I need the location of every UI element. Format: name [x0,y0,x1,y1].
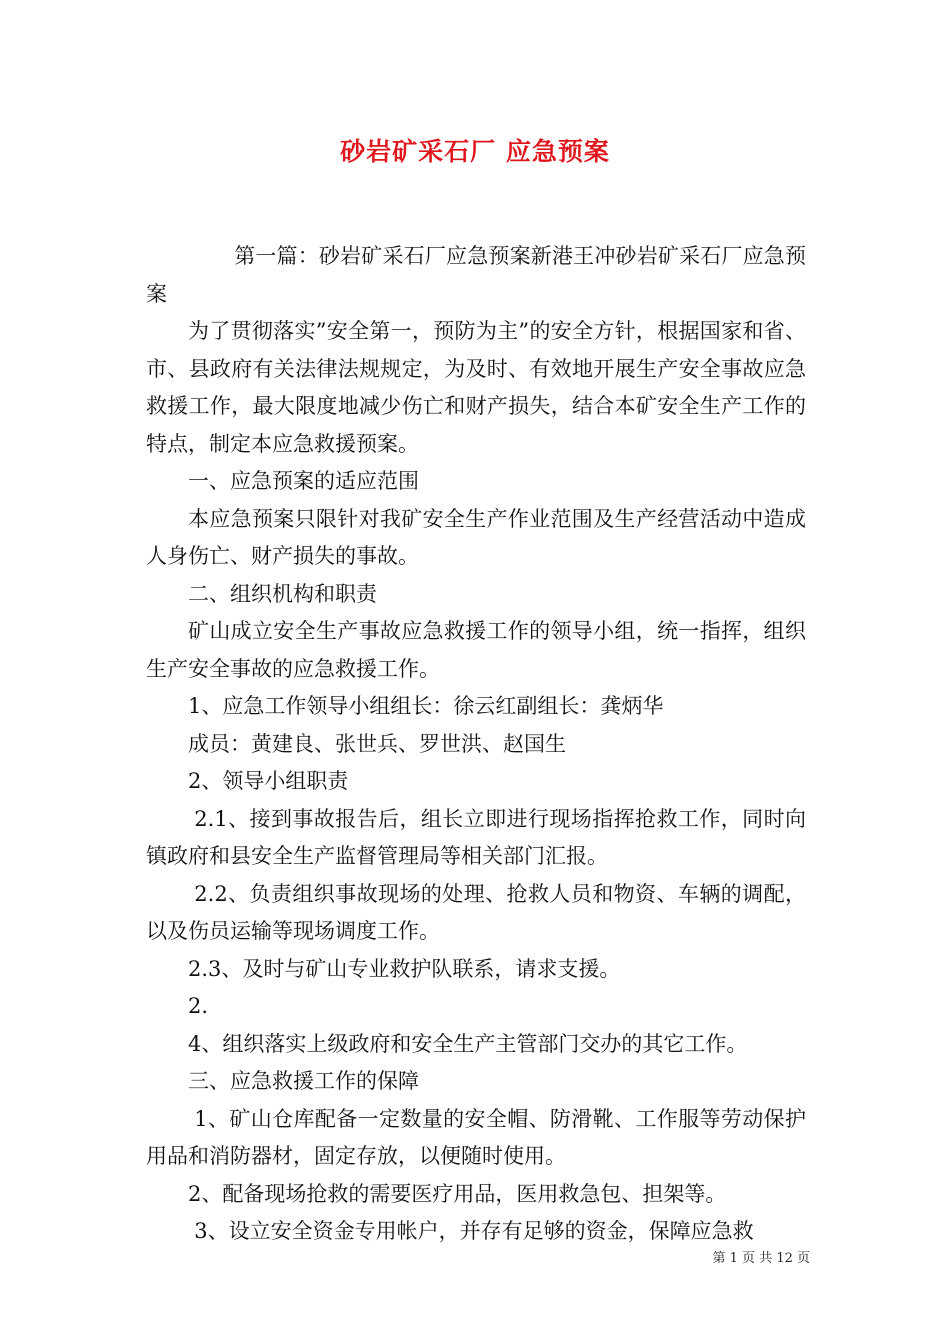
paragraph-scope: 本应急预案只限针对我矿安全生产作业范围及生产经营活动中造成人身伤亡、财产损失的事故。 [146,506,806,568]
paragraph-duties-heading: 2、领导小组职责 [188,769,349,793]
paragraph-support-1: 1、矿山仓库配备一定数量的安全帽、防滑靴、工作服等劳动保护用品和消防器材，固定存放，以便随时使用。 [146,1106,806,1168]
section-heading-organization: 二、组织机构和职责 [188,581,377,606]
paragraph-duty-2: 2. [188,994,209,1018]
paragraph-support-2: 2、配备现场抢救的需要医疗用品，医用救急包、担架等。 [188,1181,727,1206]
document-title: 砂岩矿采石厂 应急预案 [340,137,610,166]
paragraph-intro: 第一篇：砂岩矿采石厂应急预案新港王冲砂岩矿采石厂应急预案 [146,244,806,306]
section-heading-scope: 一、应急预案的适应范围 [188,469,419,493]
paragraph-duty-2-3: 2.3、及时与矿山专业救护队联系，请求支援。 [188,956,621,981]
paragraph-purpose: 为了贯彻落实”安全第一，预防为主”的安全方针，根据国家和省、市、县政府有关法律法规规定，为及时、有效地开展生产安全事故应急救援工作，最大限度地减少伤亡和财产损失，结合本矿安全生产工作的特点，制定本应急救援预案。 [146,319,806,456]
page-number-footer: 第 1 页 共 12 页 [712,1251,810,1266]
paragraph-organization: 矿山成立安全生产事故应急救援工作的领导小组，统一指挥，组织生产安全事故的应急救援工作。 [146,619,806,681]
paragraph-duty-2-2: 2.2、负责组织事故现场的处理、抢救人员和物资、车辆的调配，以及伤员运输等现场调度工作。 [146,881,806,943]
section-heading-support: 三、应急救援工作的保障 [188,1069,419,1093]
paragraph-duty-2-1: 2.1、接到事故报告后，组长立即进行现场指挥抢救工作，同时向镇政府和县安全生产监督管理局等相关部门汇报。 [146,806,806,868]
paragraph-leader-group: 1、应急工作领导小组组长：徐云红副组长：龚炳华 [188,694,664,718]
paragraph-support-3: 3、设立安全资金专用帐户，并存有足够的资金，保障应急救 [194,1219,754,1243]
paragraph-duty-4: 4、组织落实上级政府和安全生产主管部门交办的其它工作。 [188,1031,748,1056]
paragraph-members: 成员：黄建良、张世兵、罗世洪、赵国生 [188,731,566,756]
document-body [146,238,806,1251]
